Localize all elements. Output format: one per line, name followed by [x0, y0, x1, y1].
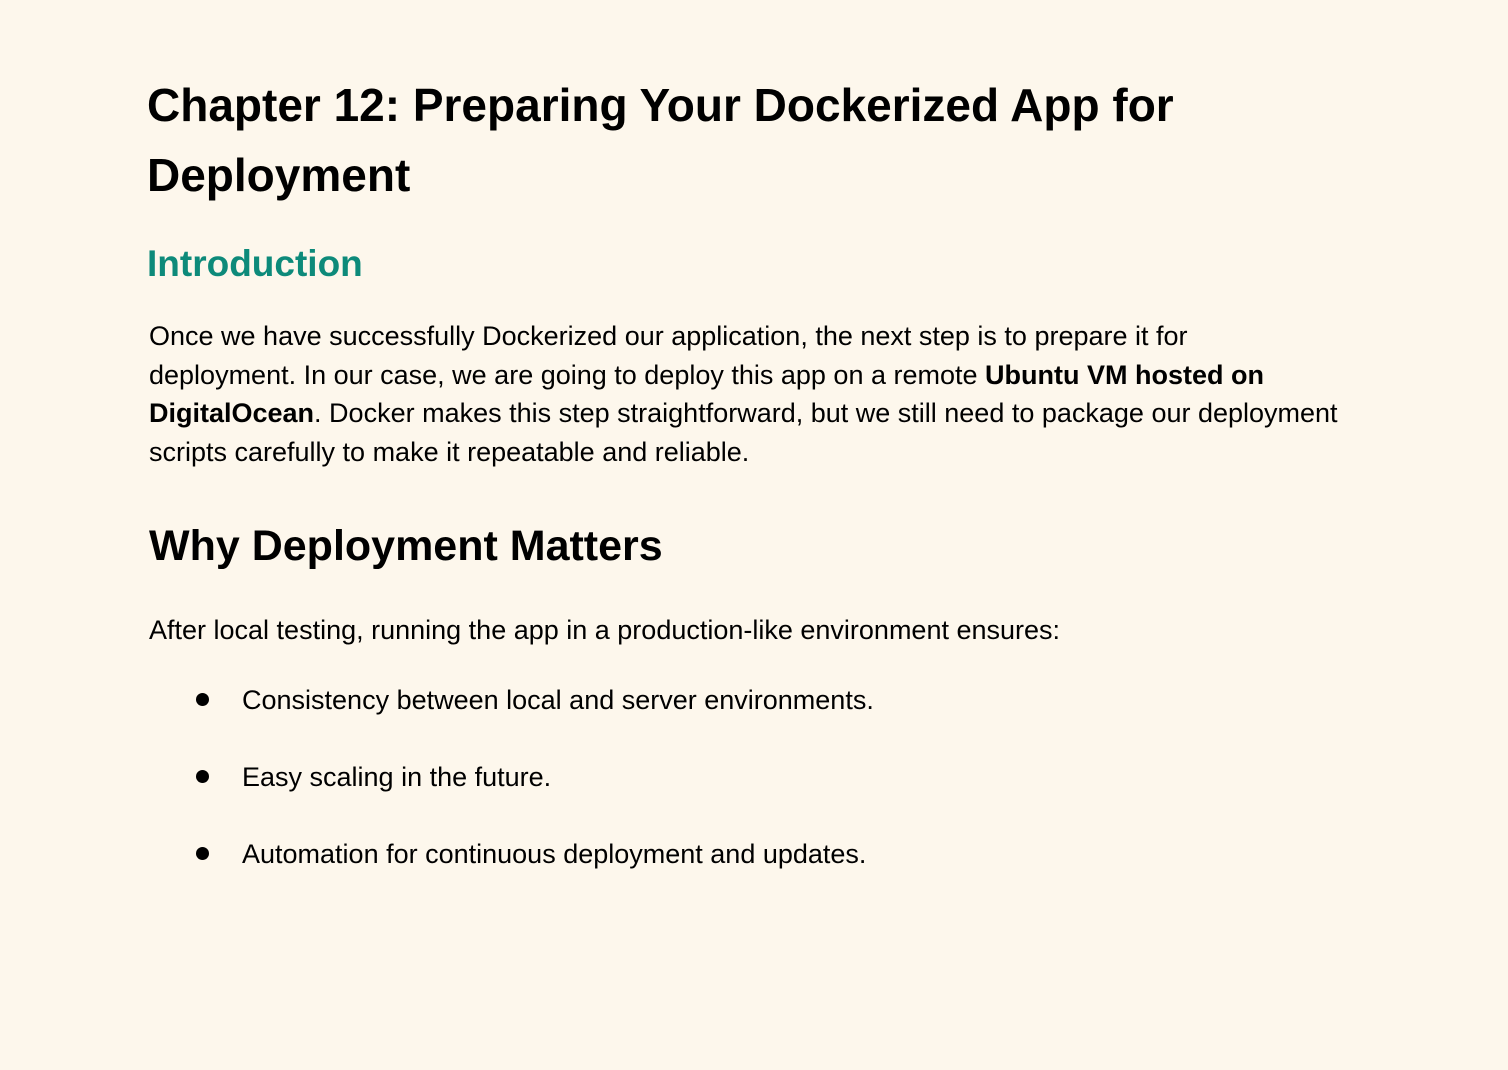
list-item-text: Easy scaling in the future.	[242, 762, 552, 792]
list-item	[0, 680, 1508, 757]
bullet-icon	[196, 770, 209, 783]
list-item-text: Automation for continuous deployment and updates.	[242, 839, 867, 869]
benefits-list	[0, 680, 1508, 911]
introduction-paragraph	[149, 317, 1339, 472]
why-deployment-paragraph: After local testing, running the app in a production-like environment ensures:	[149, 615, 1061, 645]
introduction-heading: Introduction	[147, 243, 363, 284]
list-item-text: Consistency between local and server environments.	[242, 685, 874, 715]
list-item	[0, 757, 1508, 834]
why-deployment-heading: Why Deployment Matters	[149, 522, 663, 570]
chapter-title: Chapter 12: Preparing Your Dockerized App for Deployment	[147, 79, 1174, 201]
bullet-icon	[196, 693, 209, 706]
introduction-bold-text: Ubuntu VM hosted on DigitalOcean	[149, 359, 1264, 429]
introduction-text-part2: . Docker makes this step straightforward, but we still need to package our deployment scripts carefully to make it repeatable and reliable.	[149, 398, 1338, 468]
bullet-icon	[196, 847, 209, 860]
introduction-text-part1: Once we have successfully Dockerized our application, the next step is to prepare it for deployment. In our case, we are going to deploy this app on a remote	[149, 321, 1188, 390]
list-item	[0, 834, 1508, 911]
